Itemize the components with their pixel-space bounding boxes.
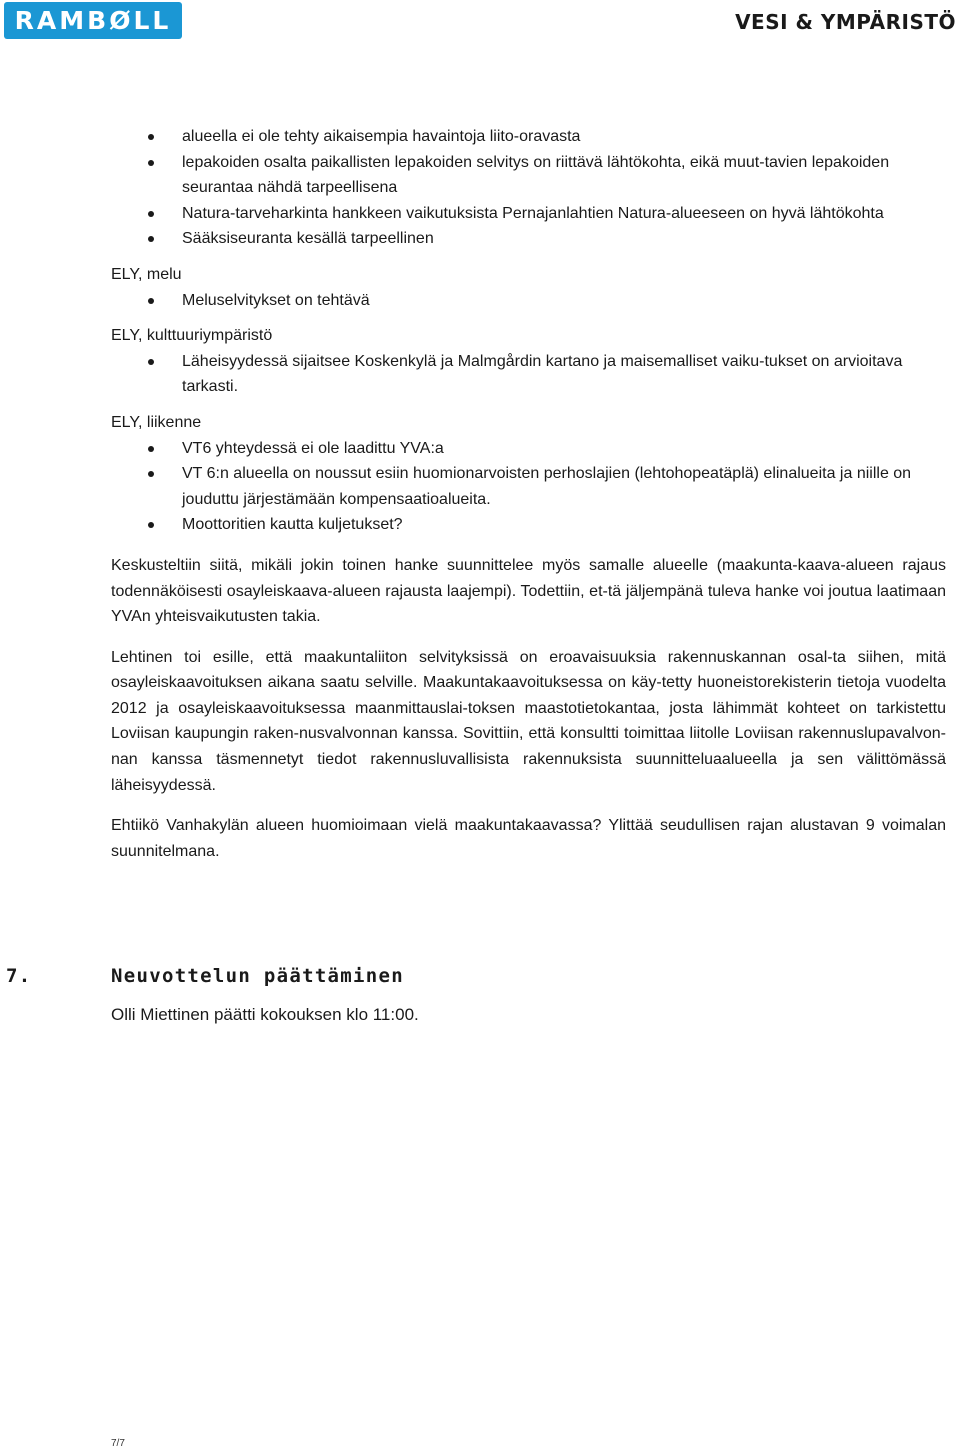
division-title: VESI & YMPÄRISTÖ bbox=[735, 10, 956, 34]
document-body bbox=[111, 124, 946, 864]
list-item: VT 6:n alueella on noussut esiin huomionarvoisten perhoslajien (lehtohopeatäplä) elinalueita ja niille on jouduttu järjestämään kompensaatioalueita. bbox=[111, 461, 946, 512]
list-item: alueella ei ole tehty aikaisempia havaintoja liito-oravasta bbox=[111, 124, 946, 150]
section-title: Neuvottelun päättäminen bbox=[111, 965, 404, 987]
page-number: 7/7 bbox=[111, 1438, 125, 1449]
closing-statement: Olli Miettinen päätti kokouksen klo 11:00. bbox=[111, 1005, 419, 1024]
list-item: lepakoiden osalta paikallisten lepakoiden selvitys on riittävä lähtökohta, eikä muut-tavien lepakoiden seurantaa nähdä tarpeellisena bbox=[111, 150, 946, 201]
list-item: Natura-tarveharkinta hankkeen vaikutuksista Pernajanlahtien Natura-alueeseen on hyvä lähtökohta bbox=[111, 201, 946, 227]
paragraph-keskusteltiin: Keskusteltiin siitä, mikäli jokin toinen hanke suunnittelee myös samalle alueelle (maakunta-kaava-alueen rajaus todennäköisesti osayleiskaava-alueen rajausta laajempi). Todettiin, et-tä jäljempänä tuleva hanke voi joutua laatimaan YVAn yhteisvaikutusten takia. bbox=[111, 556, 946, 626]
section-heading bbox=[6, 965, 404, 987]
list-item: Läheisyydessä sijaitsee Koskenkylä ja Malmgårdin kartano ja maisemalliset vaiku-tukset on arvioitava tarkasti. bbox=[111, 349, 946, 400]
list-item: Meluselvitykset on tehtävä bbox=[111, 288, 946, 314]
heading-ely-kulttuuriymparisto: ELY, kulttuuriympäristö bbox=[111, 327, 273, 345]
logo-text: RAMBØLL bbox=[14, 6, 172, 35]
page-header bbox=[0, 0, 960, 45]
paragraph-lehtinen: Lehtinen toi esille, että maakuntaliiton selvityksissä on eroavaisuuksia rakennuskannan osal-ta siihen, mitä osayleiskaavoituksen aikana saatu selville. Maakuntakaavoituksessa on käy-tetty huoneistorekisterin tietoja vuodelta 2012 ja osayleiskaavoituksessa maanmittauslai-toksen maastotietokantaa, josta lähimmät kohteet on tarkistettu Loviisan kaupungin raken-nusvalvonnan kanssa. Sovittiin, että konsultti toimittaa liitolle Loviisan rakennuslupavalvon-nan kanssa täsmennetyt tiedot rakennusluvallisista rakennuksista suunnitteluaalueella ja sen välittömässä läheisyydessä. bbox=[111, 648, 946, 794]
paragraph-ehtiiko: Ehtiikö Vanhakylän alueen huomioimaan vielä maakuntakaavassa? Ylittää seudullisen rajan alustavan 9 voimalan suunnitelmana. bbox=[111, 817, 946, 860]
list-item: Sääksiseuranta kesällä tarpeellinen bbox=[111, 226, 946, 252]
section-number: 7. bbox=[6, 965, 32, 987]
ramboll-logo bbox=[4, 2, 182, 39]
list-item: Moottoritien kautta kuljetukset? bbox=[111, 512, 946, 538]
list-item: VT6 yhteydessä ei ole laadittu YVA:a bbox=[111, 436, 946, 462]
heading-ely-liikenne: ELY, liikenne bbox=[111, 413, 202, 431]
heading-ely-melu: ELY, melu bbox=[111, 265, 182, 283]
